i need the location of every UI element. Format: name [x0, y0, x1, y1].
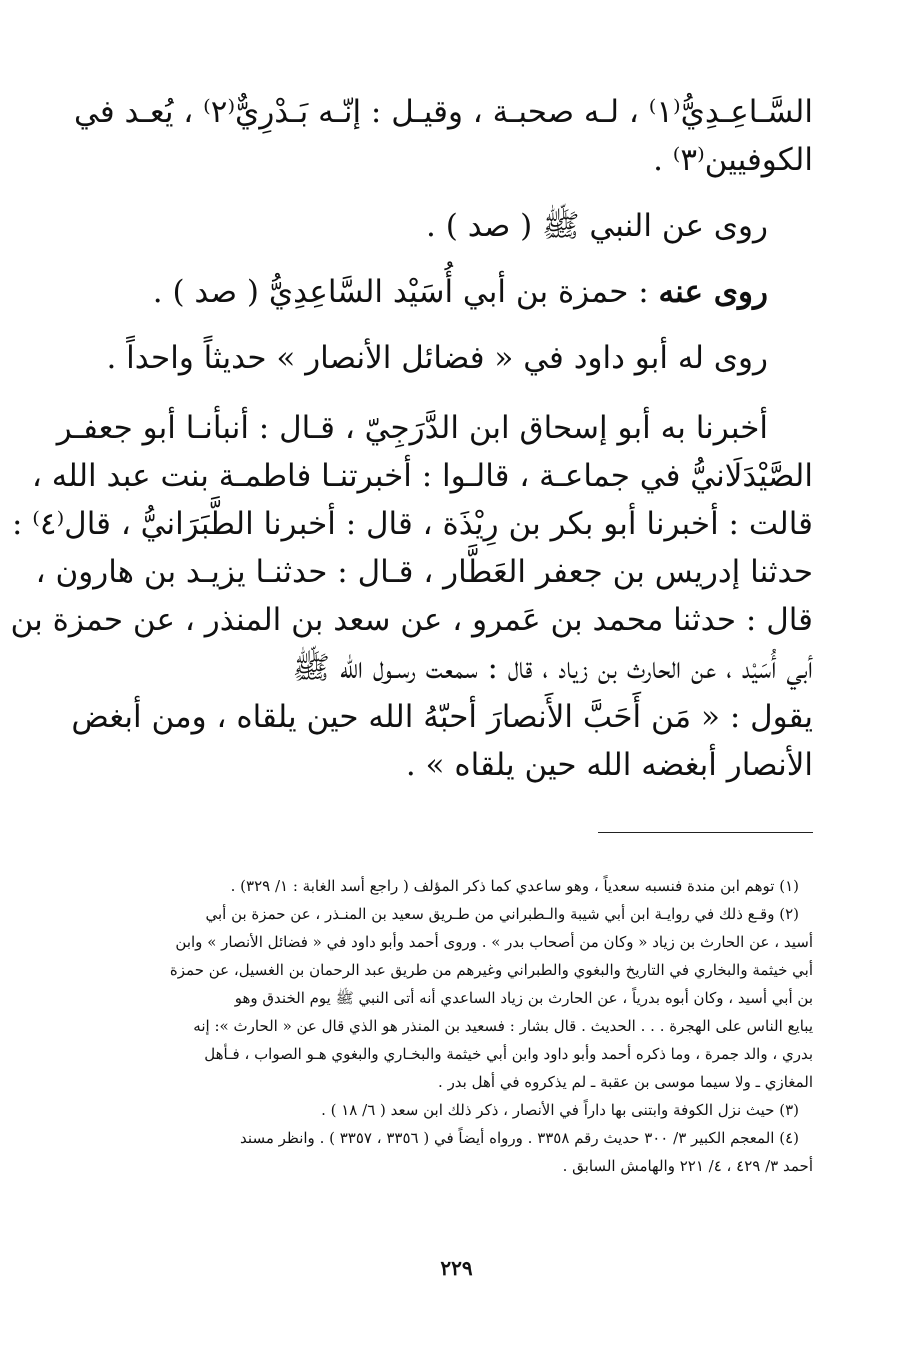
text-line: السَّـاعِـدِيُّ⁽١⁾ ، لـه صحبـة ، وقيـل : إنّـه بَـدْرِيٌّ⁽٢⁾ ، يُعـد في — [74, 94, 813, 130]
main-text — [10, 88, 813, 789]
text-line: روى له أبو داود في « فضائل الأنصار » حديثاً واحداً . — [106, 340, 768, 377]
footnote-line: المغازي ـ ولا سيما موسى بن عقبة ـ لم يذكروه في أهل بدر . — [438, 1073, 813, 1091]
text-line: الأنصار أبغضه الله حين يلقاه » . — [405, 746, 813, 783]
footnote-line: (٢) وقـع ذلك في روايـة ابن أبي شيبة والـطبراني من طـريق سعيد بن المنـذر ، عن حمزة بن أبي — [205, 905, 799, 923]
footnote-line: (٣) حيث نزل الكوفة وابتنى بها داراً في الأنصار ، ذكر ذلك ابن سعد ( ٦/ ١٨ ) . — [321, 1101, 799, 1119]
text-line: حدثنا إدريس بن جعفر العَطَّار ، قـال : حدثنـا يزيـد بن هارون ، — [35, 554, 813, 591]
text-line: الصَّيْدَلَانيُّ في جماعـة ، قالـوا : أخبرتنـا فاطمـة بنت عبد الله ، — [31, 458, 813, 495]
page-number: ٢٢٩ — [440, 1256, 473, 1280]
footnote-line: أبي خيثمة والبخاري في التاريخ والبغوي والطبراني وغيرهم من طريق عبد الرحمان بن الغسيل، عن حمزة — [169, 961, 813, 979]
text-line: أبي أُسَيْد ، عن الحارث بن زياد ، قال : سمعت رسـول الله ﷺ — [292, 650, 813, 687]
footnote-line: أحمد ٣/ ٤٢٩ ، ٤/ ٢٢١ والهامش السابق . — [562, 1157, 813, 1175]
narrators-line — [90, 268, 813, 316]
footnote-line: بن أبي أسيد ، وكان أبوه بدرياً ، عن الحارث بن زياد الساعدي أنه أتى النبي ﷺ يوم الخندق وهو — [234, 989, 813, 1007]
footnote-line: (٤) المعجم الكبير ٣/ ٣٠٠ حديث رقم ٣٣٥٨ . ورواه أيضاً في ( ٣٣٥٦ ، ٣٣٥٧ ) . وانظر مسند — [240, 1129, 799, 1147]
text-line: الكوفيين⁽٣⁾ . — [653, 142, 813, 179]
text-line: قالت : أخبرنا أبو بكر بن رِيْذَة ، قال : أخبرنا الطَّبَرَانيُّ ، قال⁽٤⁾ : — [11, 506, 813, 543]
footnote-line: (١) توهم ابن مندة فنسبه سعدياً ، وهو ساعدي كما ذكر المؤلف ( راجع أسد الغابة : ١/ ٣٢٩) . — [230, 877, 799, 895]
footnote-line: بدري ، والد جمرة ، وما ذكره أحمد وأبو داود وابن أبي خيثمة والبخـاري والبغوي هـو الصواب ، فـأهل — [204, 1045, 813, 1063]
bold-label: روى عنه — [658, 274, 768, 311]
footnote-line: أسيد ، عن الحارث بن زياد « وكان من أصحاب بدر » . وروى أحمد وأبو داود في « فضائل الأنصار » وابن — [175, 933, 813, 951]
text-line: روى عن النبي ﷺ ( صد ) . — [426, 208, 768, 245]
narrators-text: : حمزة بن أبي أُسَيْد السَّاعِدِيُّ ( صد ) . — [152, 274, 659, 311]
footnotes — [88, 872, 813, 1180]
text-line: أخبرنا به أبو إسحاق ابن الدَّرَجِيّ ، قـال : أنبأنـا أبو جعفـر — [56, 410, 768, 447]
footnote-line: يبايع الناس على الهجرة . . . الحديث . قال بشار : فسعيد بن المنذر هو الذي قال عن « الحارث »: إنه — [193, 1017, 813, 1035]
text-line: قال : حدثنا محمد بن عَمرو ، عن سعد بن المنذر ، عن حمزة بن — [10, 602, 813, 639]
footnote-separator — [598, 832, 813, 833]
text-line: يقول : « مَن أَحَبَّ الأَنصارَ أحبّهُ الله حين يلقاه ، ومن أبغض — [71, 698, 813, 735]
